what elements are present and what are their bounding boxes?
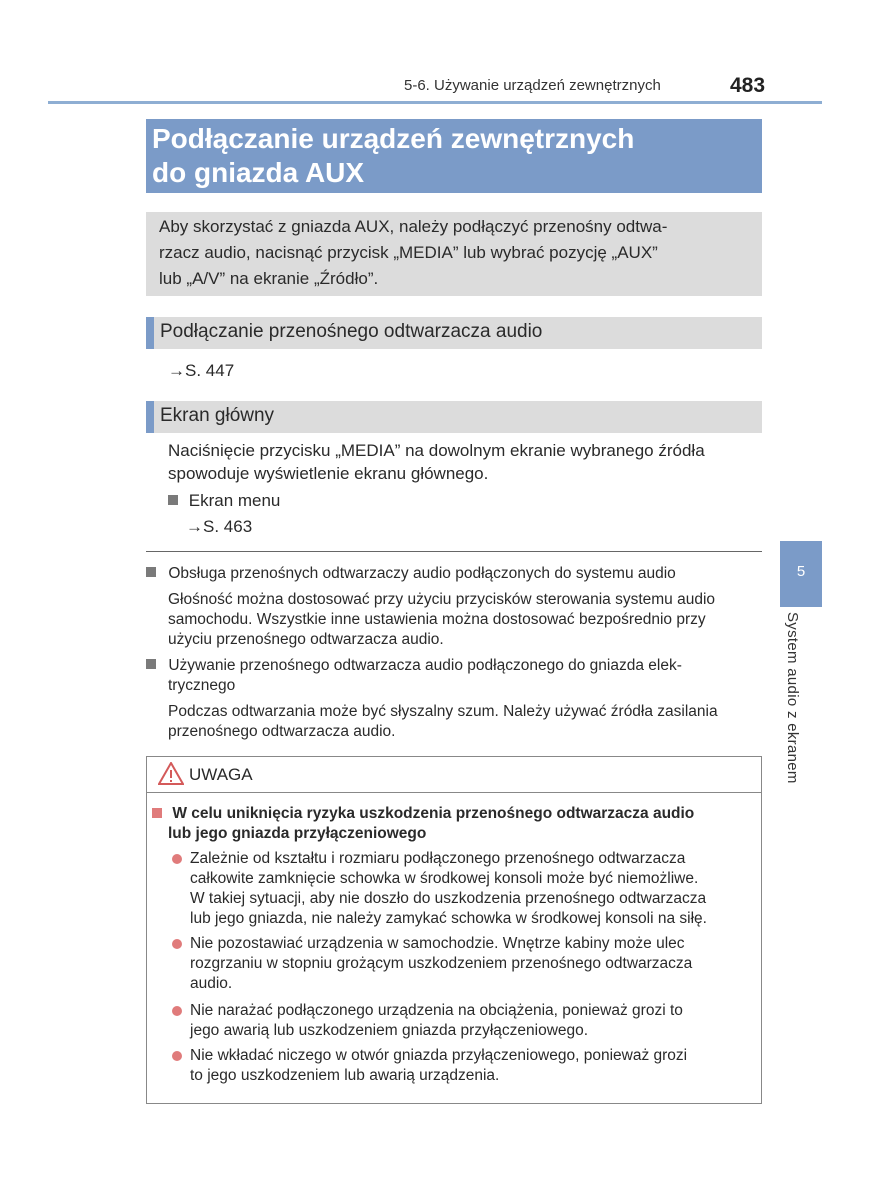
bullet-dot-icon <box>172 939 182 949</box>
note-2-line-2: przenośnego odtwarzacza audio. <box>168 723 396 740</box>
section2-text-line-2: spowoduje wyświetlenie ekranu głównego. <box>168 464 489 483</box>
warning-bullet-3-line-1: Nie narażać podłączonego urządzenia na obciążenia, ponieważ grozi to <box>190 1002 683 1019</box>
note-2-title <box>146 656 682 676</box>
intro-line-2: rzacz audio, nacisnąć przycisk „MEDIA” lub wybrać pozycję „AUX” <box>159 243 658 262</box>
note-1-title-text: Obsługa przenośnych odtwarzaczy audio podłączonych do systemu audio <box>168 565 676 582</box>
note-1-line-1: Głośność można dostosować przy użyciu przycisków sterowania systemu audio <box>168 591 716 608</box>
warning-header-rule <box>146 792 762 793</box>
header-rule <box>48 101 822 104</box>
warning-bullet-2-line-1: Nie pozostawiać urządzenia w samochodzie. Wnętrze kabiny może ulec <box>190 935 685 952</box>
warning-bullet-2-line-3: audio. <box>190 975 233 992</box>
chapter-tab: 5 <box>780 541 822 607</box>
warning-bullet-4-line-2: to jego uszkodzeniem lub awarią urządzenia. <box>190 1067 500 1084</box>
running-header-section: 5-6. Używanie urządzeń zewnętrznych <box>404 77 661 94</box>
warning-triangle-icon <box>158 762 184 785</box>
page-title-line-1: Podłączanie urządzeń zewnętrznych <box>152 123 635 154</box>
bullet-dot-icon <box>172 854 182 864</box>
warning-bullet-1-line-2: całkowite zamknięcie schowka w środkowej konsoli może być niemożliwe. <box>190 870 699 887</box>
note-2-line-1: Podczas odtwarzania może być słyszalny szum. Należy używać źródła zasilania <box>168 703 718 720</box>
warning-bullet-4-line-1: Nie wkładać niczego w otwór gniazda przyłączeniowego, ponieważ grozi <box>190 1047 688 1064</box>
sub-heading-menu-screen <box>168 490 280 512</box>
section1-reference: →S. 447 <box>168 361 235 380</box>
bullet-dot-icon <box>172 1051 182 1061</box>
notes-divider <box>146 551 762 552</box>
note-1-title <box>146 564 676 584</box>
note-1-line-2: samochodu. Wszystkie inne ustawienia można dostosować bezpośrednio przy <box>168 611 706 628</box>
warning-bullet-1-line-3: W takiej sytuacji, aby nie doszło do uszkodzenia przenośnego odtwarzacza <box>190 890 707 907</box>
intro-line-3: lub „A/V” na ekranie „Źródło”. <box>159 269 379 288</box>
note-1-line-3: użyciu przenośnego odtwarzacza audio. <box>168 631 444 648</box>
square-bullet-icon <box>146 567 156 577</box>
note-2-title-text: Używanie przenośnego odtwarzacza audio podłączonego do gniazda elek- <box>168 657 682 674</box>
warning-heading-line-1: W celu uniknięcia ryzyka uszkodzenia przenośnego odtwarzacza audio <box>172 805 695 822</box>
section2-reference: →S. 463 <box>186 517 253 536</box>
note-2-title-line-2: trycznego <box>168 677 236 694</box>
sub-heading-text: Ekran menu <box>188 491 281 510</box>
section-heading-main-screen: Ekran główny <box>146 401 762 433</box>
page-title-line-2: do gniazda AUX <box>152 157 365 188</box>
warning-bullet-3-line-2: jego awarią lub uszkodzeniem gniazda przyłączeniowego. <box>190 1022 589 1039</box>
chapter-tab-label: System audio z ekranem <box>784 612 801 784</box>
intro-box <box>146 212 762 296</box>
square-bullet-icon <box>168 495 178 505</box>
page-title <box>146 119 762 193</box>
section-heading-portable-player: Podłączanie przenośnego odtwarzacza audio <box>146 317 762 349</box>
section2-text-line-1: Naciśnięcie przycisku „MEDIA” na dowolnym ekranie wybranego źródła <box>168 441 705 460</box>
bullet-dot-icon <box>172 1006 182 1016</box>
warning-heading <box>152 804 694 824</box>
pink-square-bullet-icon <box>152 808 162 818</box>
warning-bullet-2-line-2: rozgrzaniu w stopniu grożącym uszkodzeniem przenośnego odtwarzacza <box>190 955 693 972</box>
warning-bullet-1-line-1: Zależnie od kształtu i rozmiaru podłączonego przenośnego odtwarzacza <box>190 850 686 867</box>
warning-heading-line-2: lub jego gniazda przyłączeniowego <box>168 825 427 842</box>
page-number: 483 <box>730 74 766 97</box>
warning-label: UWAGA <box>189 765 253 784</box>
intro-line-1: Aby skorzystać z gniazda AUX, należy podłączyć przenośny odtwa- <box>159 217 668 236</box>
square-bullet-icon <box>146 659 156 669</box>
warning-bullet-1-line-4: lub jego gniazda, nie należy zamykać schowka w środkowej konsoli na siłę. <box>190 910 707 927</box>
